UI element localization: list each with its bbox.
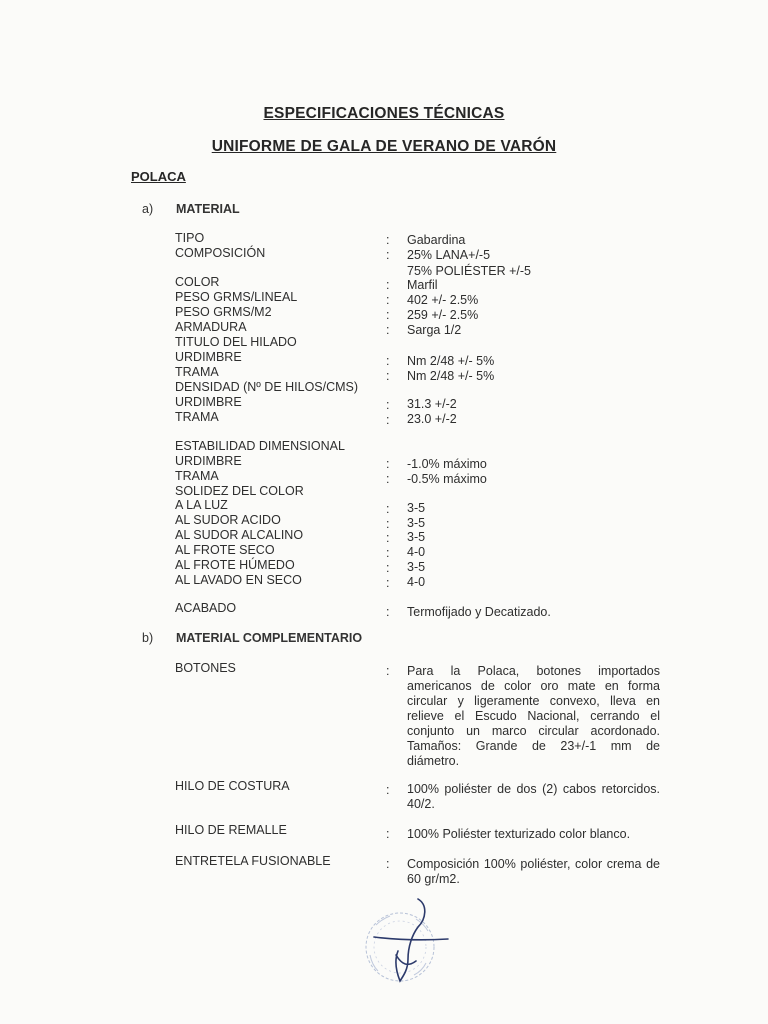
spec-value: 259 +/- 2.5% xyxy=(407,308,479,322)
spec-group-label: DENSIDAD (Nº DE HILOS/CMS) xyxy=(175,380,359,394)
spec-label: COMPOSICIÓN xyxy=(175,246,266,260)
spec-label: A LA LUZ xyxy=(175,498,228,512)
spec-value: 4-0 xyxy=(407,545,426,559)
spec-colon: : xyxy=(386,323,390,337)
spec-colon: : xyxy=(386,576,390,590)
spec-label: AL LAVADO EN SECO xyxy=(175,573,302,587)
spec-label: TRAMA xyxy=(175,365,219,379)
spec-value: -0.5% máximo xyxy=(407,472,487,486)
spec-colon: : xyxy=(386,546,390,560)
spec-label: BOTONES xyxy=(175,661,236,675)
spec-colon: : xyxy=(386,605,390,619)
signature-seal-icon xyxy=(356,895,461,995)
complementario-heading: MATERIAL COMPLEMENTARIO xyxy=(176,631,363,645)
spec-label: TRAMA xyxy=(175,469,219,483)
spec-label: URDIMBRE xyxy=(175,350,242,364)
section-heading: POLACA xyxy=(131,169,186,184)
spec-colon: : xyxy=(386,248,390,262)
spec-label: AL SUDOR ALCALINO xyxy=(175,528,304,542)
spec-value: 100% Poliéster texturizado color blanco. xyxy=(407,827,631,841)
complementario-letter: b) xyxy=(142,631,154,645)
spec-colon: : xyxy=(386,531,390,545)
spec-colon: : xyxy=(386,369,390,383)
spec-group-label: ESTABILIDAD DIMENSIONAL xyxy=(175,439,345,453)
spec-label: HILO DE REMALLE xyxy=(175,823,287,837)
spec-colon: : xyxy=(386,561,390,575)
spec-value: 25% LANA+/-5 xyxy=(407,248,491,262)
spec-value: 31.3 +/-2 xyxy=(407,397,457,411)
spec-colon: : xyxy=(386,398,390,412)
document-title: ESPECIFICACIONES TÉCNICAS xyxy=(263,105,505,122)
spec-value: 3-5 xyxy=(407,560,426,574)
spec-colon: : xyxy=(386,413,390,427)
spec-colon: : xyxy=(386,664,390,678)
spec-value: Nm 2/48 +/- 5% xyxy=(407,354,495,368)
spec-label: COLOR xyxy=(175,275,220,289)
spec-label: ENTRETELA FUSIONABLE xyxy=(175,854,331,868)
spec-label: TRAMA xyxy=(175,410,219,424)
spec-colon: : xyxy=(386,233,390,247)
spec-value: Termofijado y Decatizado. xyxy=(407,605,551,619)
spec-colon: : xyxy=(386,857,390,871)
spec-label: AL FROTE HÚMEDO xyxy=(175,558,295,572)
spec-description: 100% poliéster de dos (2) cabos retorcidos. 40/2. xyxy=(407,782,660,811)
spec-value: 4-0 xyxy=(407,575,426,589)
spec-label: ARMADURA xyxy=(175,320,247,334)
spec-value: 23.0 +/-2 xyxy=(407,412,457,426)
material-heading: MATERIAL xyxy=(176,202,240,216)
spec-value: 402 +/- 2.5% xyxy=(407,293,479,307)
spec-value: 3-5 xyxy=(407,530,426,544)
spec-label: AL SUDOR ACIDO xyxy=(175,513,281,527)
spec-value: 75% POLIÉSTER +/-5 xyxy=(407,264,532,278)
spec-label: PESO GRMS/M2 xyxy=(175,305,272,319)
spec-colon: : xyxy=(386,354,390,368)
spec-description: Composición 100% poliéster, color crema de 60 gr/m2. xyxy=(407,857,660,886)
spec-label: TIPO xyxy=(175,231,205,245)
spec-colon: : xyxy=(386,783,390,797)
spec-label: AL FROTE SECO xyxy=(175,543,275,557)
spec-colon: : xyxy=(386,293,390,307)
spec-colon: : xyxy=(386,278,390,292)
spec-colon: : xyxy=(386,827,390,841)
spec-colon: : xyxy=(386,517,390,531)
spec-label: URDIMBRE xyxy=(175,395,242,409)
document-subtitle: UNIFORME DE GALA DE VERANO DE VARÓN xyxy=(211,138,557,155)
spec-value: -1.0% máximo xyxy=(407,457,487,471)
spec-label: HILO DE COSTURA xyxy=(175,779,290,793)
spec-group-label: TITULO DEL HILADO xyxy=(175,335,297,349)
spec-value: Sarga 1/2 xyxy=(407,323,462,337)
material-letter: a) xyxy=(142,202,154,216)
spec-value: Marfil xyxy=(407,278,438,292)
spec-colon: : xyxy=(386,457,390,471)
spec-colon: : xyxy=(386,472,390,486)
spec-colon: : xyxy=(386,502,390,516)
spec-description: Para la Polaca, botones importados americanos de color oro mate en forma circular y ligeramente convexo, lleva en relieve el Escudo Nacional, cerrando el conjunto un marco circular acordonado. Tamaños: Grande de 23+/-1 mm de diámetro. xyxy=(407,664,660,768)
spec-colon: : xyxy=(386,308,390,322)
spec-label: PESO GRMS/LINEAL xyxy=(175,290,298,304)
spec-value: Nm 2/48 +/- 5% xyxy=(407,369,495,383)
spec-value: 3-5 xyxy=(407,501,426,515)
spec-label: URDIMBRE xyxy=(175,454,242,468)
spec-group-label: SOLIDEZ DEL COLOR xyxy=(175,484,304,498)
spec-value: Gabardina xyxy=(407,233,466,247)
spec-value: 3-5 xyxy=(407,516,426,530)
spec-label: ACABADO xyxy=(175,601,237,615)
